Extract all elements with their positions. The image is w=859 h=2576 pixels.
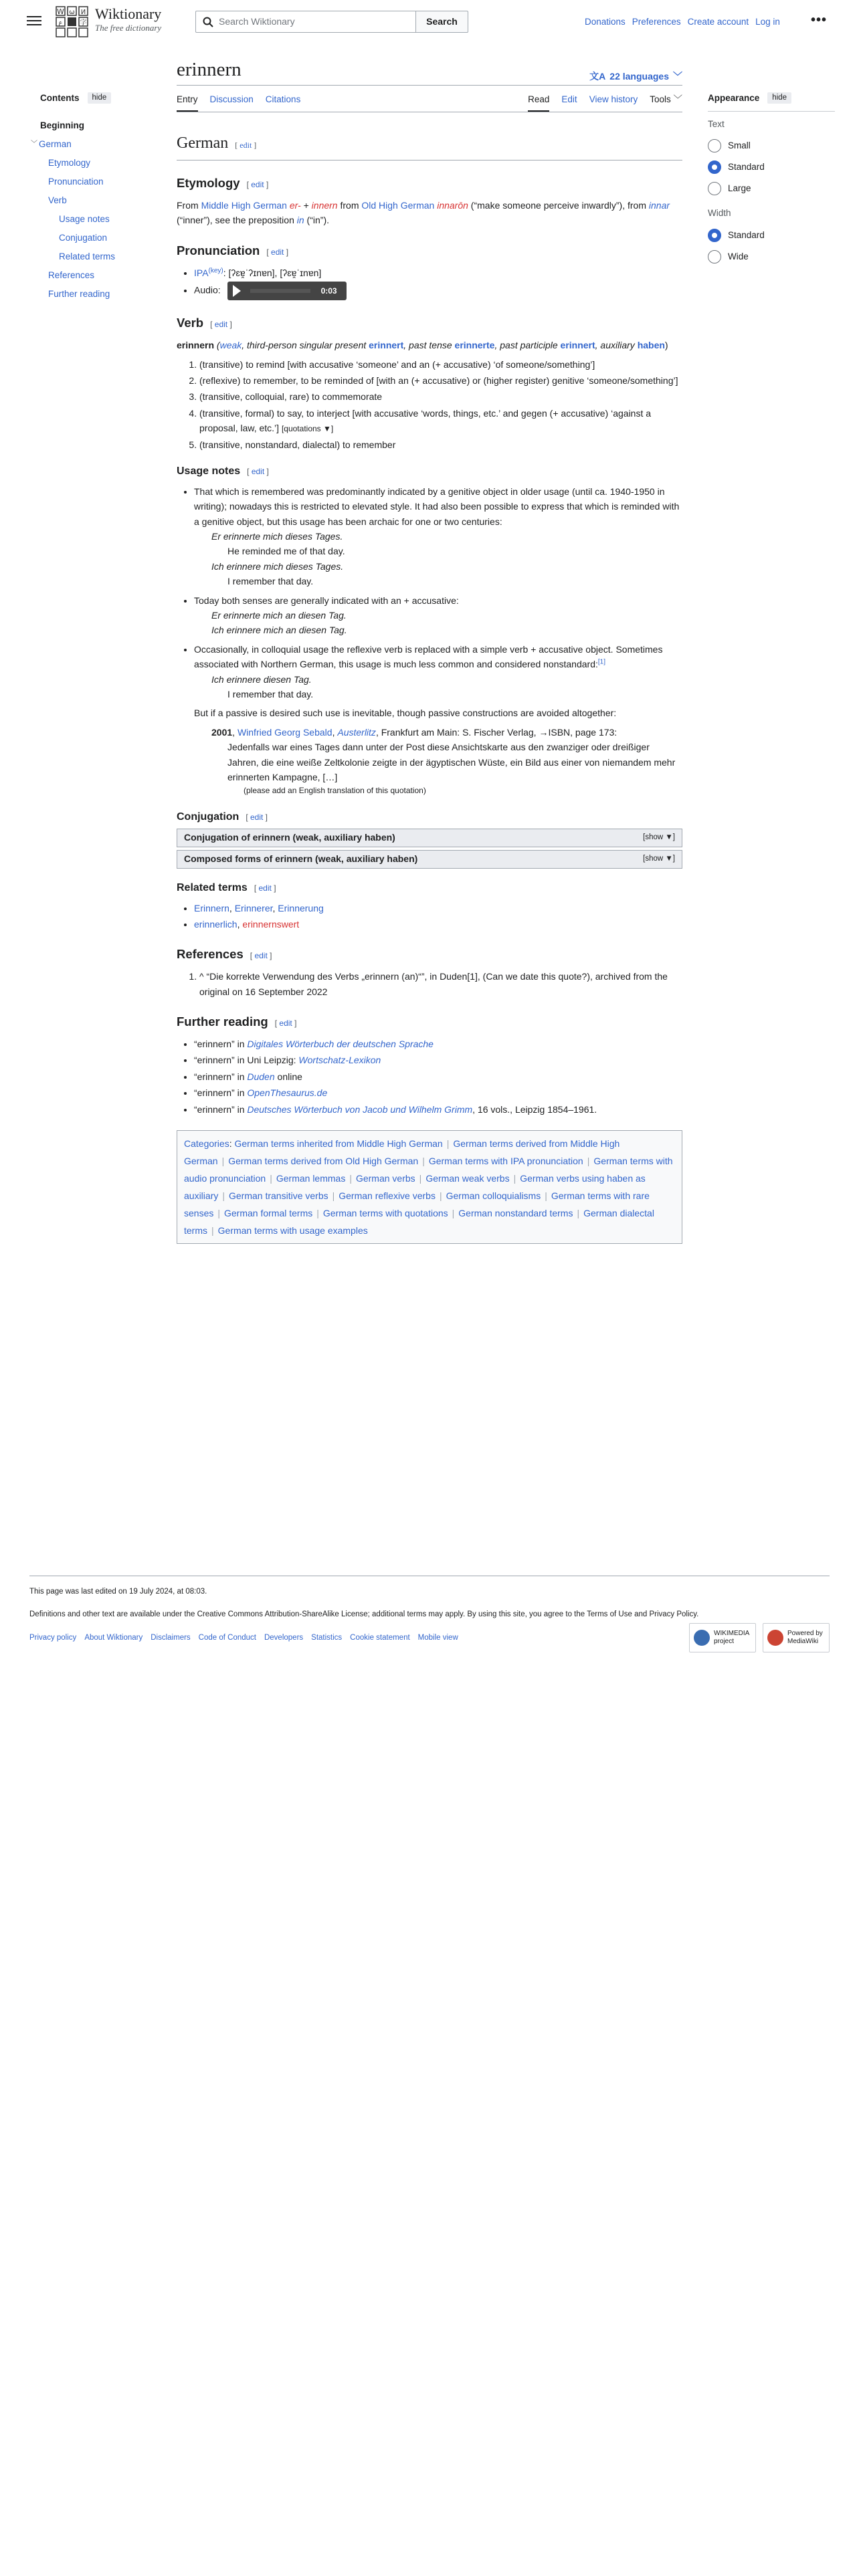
table-title: Conjugation of erinnern (weak, auxiliary haben) [184,832,395,843]
category-link[interactable]: German terms inherited from Middle High German [234,1138,443,1150]
sense-item: 2. (reflexive) to remember, to be reminded of [with an (+ accusative) or (higher register) genitive ‘someone/something’] [199,373,682,388]
page-title: erinnern [177,59,242,80]
edit-section-related[interactable]: [ edit ] [254,883,276,893]
resource-link[interactable]: Duden [247,1071,275,1082]
ipa-link[interactable]: IPA [194,267,209,278]
edit-link[interactable]: edit [214,320,228,330]
toc-item-pronunciation[interactable] [40,173,154,191]
width-standard[interactable] [708,225,835,246]
edit-link[interactable]: edit [251,180,264,189]
resource-link[interactable]: Wortschatz-Lexikon [298,1055,381,1066]
form-link[interactable]: erinnerte [454,340,495,351]
in-link[interactable]: in [296,215,304,226]
width-label: Width [708,208,731,219]
category-link[interactable]: German terms with usage examples [217,1225,368,1237]
text: from [337,200,362,211]
text: , past tense [403,340,455,351]
text: , third-person singular present [242,340,369,351]
related-item: • erinnerlich, erinnernswert [194,917,682,932]
category-link[interactable]: German lemmas [276,1173,346,1184]
example [211,623,682,637]
toc-item-further-reading[interactable] [40,285,154,304]
term-link[interactable]: Erinnerung [278,902,324,914]
site-tagline: The free dictionary [95,23,162,33]
ipa-text: : [ʔɛɐ̯ˈʔɪnɐn], [ʔɛɐ̯ˈɪnɐn] [223,267,322,278]
sense-text: (transitive, formal) to say, to interject [with accusative ‘words, things, etc.’ and gegen (+ accusative) ‘against a proposal, law, etc.’] [199,407,652,434]
category-separator: | [316,1208,319,1219]
example [211,672,682,687]
related-list [194,901,682,932]
innern-link[interactable]: innern [311,200,338,211]
category-link[interactable]: German weak verbs [425,1173,510,1184]
further-reading-list [194,1037,682,1117]
toc-item-label: Related terms [59,251,116,261]
mobile-view-link[interactable]: Mobile view [417,1633,458,1642]
further-item [194,1102,682,1117]
main-menu-icon[interactable] [27,13,41,28]
category-separator: | [222,1190,225,1202]
radio-label: Standard [728,229,765,240]
edit-section-usage[interactable]: [ edit ] [247,466,269,476]
term-link[interactable]: erinnernswert [242,918,300,930]
ohg-link[interactable]: Old High German [361,200,435,211]
radio-label: Standard [728,162,765,173]
reference-item: 1. ^ “Die korrekte Verwendung des Verbs „erinnern (an)“”, in Duden[1], (Can we date this quote?), archived from the original on 16 September 2022 [199,969,682,999]
ipa-key-link[interactable]: (key) [208,267,223,275]
toc-item-label: Verb [48,195,67,205]
example-translation: I remember that day. [227,576,314,587]
license-text: Definitions and other text are available under the Creative Commons Attribution-ShareAlike License; additional terms may apply. By using this site, you agree to the Terms of Use and Privacy Policy. [29,1610,699,1619]
section-german [177,131,682,160]
text: (“in”). [304,215,329,226]
term-link[interactable]: Erinnern [194,902,229,914]
mediawiki-logo-icon [767,1630,783,1646]
edit-section-further[interactable]: [ edit ] [274,1018,297,1029]
section-pronunciation [177,241,682,261]
category-separator: | [211,1225,214,1237]
section-heading: Related terms [177,881,248,893]
section-further-reading [177,1012,682,1033]
preferences-link[interactable]: Preferences [632,17,681,27]
section-verb [177,314,682,334]
toc-title: Contents [40,93,80,103]
text-size-small[interactable] [708,135,835,156]
site-brand[interactable] [95,5,161,33]
category-separator: | [452,1208,455,1219]
chevron-down-icon: ﹀ [673,71,682,82]
example-text: Ich erinnere diesen Tag. [211,673,312,685]
audio-progress-bar[interactable] [250,289,310,293]
toc-hide-button[interactable]: hide [88,92,112,104]
text: , auxiliary [595,340,638,351]
toc-item-beginning[interactable] [40,116,154,135]
cookie-statement-link[interactable]: Cookie statement [350,1633,410,1642]
text: “erinnern” in [194,1071,248,1082]
quotations-toggle[interactable]: [quotations ▼] [281,424,334,434]
text-size-label: Text [708,118,725,129]
innar-link[interactable]: innar [648,200,670,211]
page-footer [29,1576,830,1644]
reference-list [199,969,682,999]
create-account-link[interactable]: Create account [687,17,749,27]
category-link[interactable]: German verbs using haben as auxiliary [184,1173,646,1202]
badge-text: WIKIMEDIA project [714,1630,749,1645]
svg-text:W: W [57,7,64,16]
svg-text:И: И [80,9,86,16]
text: , 16 vols., Leipzig 1854–1961. [472,1103,597,1115]
ipa-item [194,265,682,280]
weak-link[interactable]: weak [219,340,242,351]
appearance-header [708,91,835,112]
conjugation-table-toggle[interactable] [177,829,682,847]
svg-text:ω: ω [69,9,75,16]
show-button[interactable]: [show ▼] [643,833,675,842]
svg-text:字: 字 [80,19,87,27]
tab-view-history[interactable]: View history [589,94,638,104]
categories-box: Categories: German terms inherited from Middle High German | German terms derived from Middle High German | German terms derived from Old High German | German terms with IPA pronunciation | German terms with audio pronunciation | German lemmas | German verbs | German weak verbs | German verbs using haben as auxiliary | German transitive verbs | German reflexive verbs | German colloquialisms | German terms with rare senses | German formal terms | German terms with quotations | German nonstandard terms | German dialectal terms | German terms with usage examples [177,1130,682,1244]
code-of-conduct-link[interactable]: Code of Conduct [198,1633,256,1642]
play-icon[interactable] [233,285,241,297]
section-usage-notes [177,463,682,480]
category-separator: | [221,1156,225,1167]
appearance-hide-button[interactable]: hide [767,92,791,104]
form-link[interactable]: erinnert [369,340,404,351]
edit-link[interactable]: edit [251,466,265,476]
section-etymology [177,174,682,194]
radio-label: Small [728,140,751,151]
radio-label: Large [728,183,751,194]
category-link[interactable]: German dialectal terms [184,1208,654,1237]
category-separator: | [545,1190,547,1202]
sense-item: 3. (transitive, colloquial, rare) to commemorate [199,389,682,404]
section-heading: Verb [177,316,204,330]
category-link[interactable]: German terms derived from Middle High German [184,1138,620,1167]
language-count: 22 languages [609,71,669,82]
etymology-text [177,198,682,228]
usage-text: Today both senses are generally indicated with an + accusative: [194,595,459,606]
edit-link[interactable]: edit [271,247,284,257]
tab-discussion[interactable]: Discussion [209,94,254,104]
example [211,559,682,574]
further-item [194,1053,682,1067]
innaron-link[interactable]: innarōn [437,200,468,211]
statistics-link[interactable]: Statistics [311,1633,343,1642]
radio-label: Wide [728,251,749,261]
edit-section-verb[interactable]: [ edit ] [210,320,232,330]
category-link[interactable]: German terms with audio pronunciation [184,1156,673,1184]
section-heading: Etymology [177,176,240,190]
text: ( [214,340,220,351]
page-title-bar [177,56,682,86]
category-link[interactable]: German terms with IPA pronunciation [428,1156,583,1167]
section-conjugation [177,809,682,826]
er-link[interactable]: er- [289,200,301,211]
composed-forms-toggle[interactable] [177,850,682,869]
edit-link[interactable]: edit [250,812,264,822]
pronunciation-list [194,265,682,300]
width-wide[interactable] [708,246,835,267]
category-separator: | [217,1208,220,1219]
section-heading: Usage notes [177,465,241,477]
text: “erinnern” in [194,1087,248,1099]
text: , past participle [494,340,561,351]
category-separator: | [587,1156,590,1167]
example-text: Er erinnerte mich dieses Tages. [211,531,343,542]
example-text: Er erinnerte mich an diesen Tag. [211,610,347,621]
edit-section-etymology[interactable]: [ edit ] [246,180,269,189]
translate-icon: 文A [589,71,606,82]
wiktionary-logo-icon[interactable] [55,4,90,39]
edit-section-conjugation[interactable]: [ edit ] [246,812,268,822]
site-name: Wiktionary [95,5,162,22]
category-link[interactable]: German verbs [355,1173,415,1184]
developers-link[interactable]: Developers [264,1633,304,1642]
text: + [300,200,312,211]
appearance-panel [708,91,835,267]
radio-icon[interactable] [708,182,721,195]
headword: erinnern [177,340,215,351]
section-heading: German [177,134,229,152]
section-related-terms [177,879,682,897]
usage-text: That which is remembered was predominantly indicated by a genitive object in older usage (until ca. 1940-1950 in writing); nowadays this is restricted to elevated style. It had also been possible to express that which is reminded with a genitive object, but this usage has been archaic for one or two centuries: [194,486,680,527]
category-separator: | [513,1173,516,1184]
toc-item-label: Etymology [48,157,91,168]
example-text: Ich erinnere mich dieses Tages. [211,560,344,572]
category-separator: | [270,1173,272,1184]
radio-icon[interactable] [708,250,721,263]
headword-line [177,338,682,352]
radio-selected-icon[interactable] [708,160,721,174]
category-link[interactable]: German colloquialisms [446,1190,541,1202]
toc-item-label: Conjugation [59,232,108,243]
citation: 2001, Winfried Georg Sebald, Austerlitz, Frankfurt am Main: S. Fischer Verlag, →ISBN, page 173: [211,726,617,738]
toc-item-verb[interactable] [40,191,154,210]
category-link[interactable]: German terms derived from Old High German [228,1156,419,1167]
search-button[interactable]: Search [416,11,468,33]
search-input[interactable] [195,11,416,33]
toc-item-german[interactable] [31,135,154,154]
text: (“inner”), see the preposition [177,215,297,226]
further-item [194,1037,682,1051]
category-separator: | [422,1156,425,1167]
toc-item-etymology[interactable] [40,154,154,173]
edit-link[interactable]: edit [279,1018,292,1029]
toc-item-label: Further reading [48,288,110,299]
resource-link[interactable]: Digitales Wörterbuch der deutschen Sprache [247,1039,434,1050]
about-link[interactable]: About Wiktionary [84,1633,143,1642]
category-separator: | [577,1208,580,1219]
edit-section-references[interactable]: [ edit ] [250,951,272,961]
footer-badges [689,1623,830,1652]
text: “erinnern” in [194,1103,248,1115]
toc-item-label: References [48,270,95,280]
disclaimers-link[interactable]: Disclaimers [151,1633,191,1642]
usage-note [194,484,682,589]
text: (“make someone perceive inwardly”), from [468,200,649,211]
usage-text: Occasionally, in colloquial usage the reflexive verb is replaced with a simple verb + accusative object. Sometimes associated with Northern German, this usage is much less common and considered nonstandard: [194,643,663,670]
section-heading: Further reading [177,1014,268,1029]
edit-link[interactable]: edit [254,951,268,961]
sense-item [199,406,682,436]
usage-note [194,593,682,638]
form-link[interactable]: haben [637,340,665,351]
tab-citations[interactable]: Citations [265,94,301,104]
text: From [177,200,201,211]
category-link[interactable]: German formal terms [224,1208,313,1219]
term-link[interactable]: Erinnerer [234,902,273,914]
text: “erinnern” in [194,1039,248,1050]
toc-item-label: Usage notes [59,213,110,224]
mediawiki-badge[interactable] [763,1623,830,1652]
badge-text: Powered by MediaWiki [787,1630,823,1645]
example-translation: He reminded me of that day. [227,546,345,557]
wikimedia-logo-icon [694,1630,710,1646]
edit-link[interactable]: edit [258,883,272,893]
section-heading: References [177,947,244,962]
sense-list [199,357,682,452]
site-header [0,0,859,43]
appearance-title: Appearance [708,93,760,103]
radio-icon[interactable] [708,139,721,152]
sense-item: 1. (transitive) to remind [with accusative ‘someone’ and an (+ accusative) ‘of someone/something’] [199,357,682,372]
resource-link[interactable]: Deutsches Wörterbuch von Jacob und Wilhelm Grimm [247,1103,473,1115]
mhg-link[interactable]: Middle High German [201,200,287,211]
tab-read[interactable]: Read [528,92,549,112]
usage-note [194,642,682,798]
category-separator: | [446,1138,450,1150]
tab-entry[interactable]: Entry [177,92,198,112]
example [211,529,682,544]
usage-text: But if a passive is desired such use is inevitable, though passive constructions are avoided altogether: [194,708,617,719]
category-link[interactable]: German terms with quotations [322,1208,448,1219]
category-separator: | [332,1190,335,1202]
cite-author-link[interactable]: Winfried Georg Sebald [237,726,332,738]
tab-tools-label: Tools [650,94,671,104]
show-button[interactable]: [show ▼] [643,855,675,863]
category-link[interactable]: German terms with rare senses [184,1190,650,1219]
example [211,608,682,623]
further-item [194,1085,682,1100]
toc-item-label: German [39,138,72,149]
search-icon [203,17,213,27]
toc-item-label: Beginning [40,120,84,130]
audio-time: 0:03 [320,286,337,296]
text-size-large[interactable] [708,178,835,199]
last-edited: This page was last edited on 19 July 2024, at 08:03. [29,1588,207,1596]
example-translation: I remember that day. [227,688,314,700]
text: online [274,1071,302,1082]
section-references [177,945,682,965]
user-links [585,15,780,29]
category-separator: | [349,1173,352,1184]
toc-item-references[interactable] [40,266,154,285]
toc-header [40,91,154,106]
cite-rest: , Frankfurt am Main: S. Fischer Verlag, →ISBN, page 173: [375,726,617,738]
table-title: Composed forms of erinnern (weak, auxiliary haben) [184,853,418,865]
categories-link[interactable]: Categories [184,1138,229,1150]
further-item [194,1069,682,1084]
category-link[interactable]: German transitive verbs [229,1190,328,1202]
text-size-standard[interactable] [708,156,835,178]
category-separator: | [419,1173,422,1184]
wikimedia-badge[interactable] [689,1623,756,1652]
radio-selected-icon[interactable] [708,229,721,242]
edit-link[interactable]: edit [240,140,252,150]
audio-player[interactable] [227,282,347,300]
term-link[interactable]: erinnerlich [194,918,237,930]
category-link[interactable]: German reflexive verbs [339,1190,436,1202]
main-content [177,56,682,1244]
toc-item-usage-notes[interactable] [40,210,154,229]
more-options-icon[interactable]: ••• [811,13,828,27]
quote-text: Jedenfalls war eines Tages dann unter der Post diese Ansichtskarte aus den zwanziger oder dreißiger Jahren, die eine weiße Zeltkolonie zeigte in der ägyptischen Wüste, ein Bild aus einer von niemandem mehr erinnerten Kampagne, […] [227,742,676,782]
page-tabs [177,86,682,112]
translation-request: (please add an English translation of this quotation) [244,786,426,796]
example-text: Ich erinnere mich an diesen Tag. [211,625,347,636]
category-link[interactable]: German nonstandard terms [458,1208,573,1219]
text: “erinnern” in Uni Leipzig: [194,1055,299,1066]
log-in-link[interactable]: Log in [755,17,780,27]
privacy-policy-link[interactable]: Privacy policy [29,1633,77,1642]
toc-item-label: Pronunciation [48,176,104,187]
audio-label: Audio: [194,284,221,296]
form-link[interactable]: erinnert [560,340,595,351]
search-placeholder: Search Wiktionary [219,16,295,27]
svg-text:ع: ع [58,19,63,27]
toc-item-related-terms[interactable] [40,247,154,266]
donations-link[interactable]: Donations [585,17,626,27]
toc-item-conjugation[interactable] [40,229,154,247]
table-of-contents [31,91,154,304]
text: ) [664,340,668,351]
section-heading: Pronunciation [177,243,260,257]
resource-link[interactable]: OpenThesaurus.de [247,1087,328,1099]
tab-tools[interactable] [650,92,682,112]
section-heading: Conjugation [177,811,240,823]
cite-year: 2001 [211,726,233,738]
usage-list [194,484,682,798]
edit-section-german[interactable]: [ edit ] [235,140,257,150]
related-item: • Erinnern, Erinnerer, Erinnerung [194,901,682,916]
chevron-down-icon: ﹀ [673,94,682,104]
sense-item: 5. (transitive, nonstandard, dialectal) to remember [199,437,682,452]
edit-section-pronunciation[interactable]: [ edit ] [266,247,289,257]
cite-title-link[interactable]: Austerlitz [337,726,376,738]
tab-edit[interactable]: Edit [561,94,577,104]
footnote-link[interactable]: [1] [597,658,605,666]
category-separator: | [439,1190,442,1202]
search-form [195,11,468,33]
audio-item [194,282,682,300]
category-list [184,1138,673,1236]
chevron-down-icon[interactable]: ﹀ [31,140,37,148]
